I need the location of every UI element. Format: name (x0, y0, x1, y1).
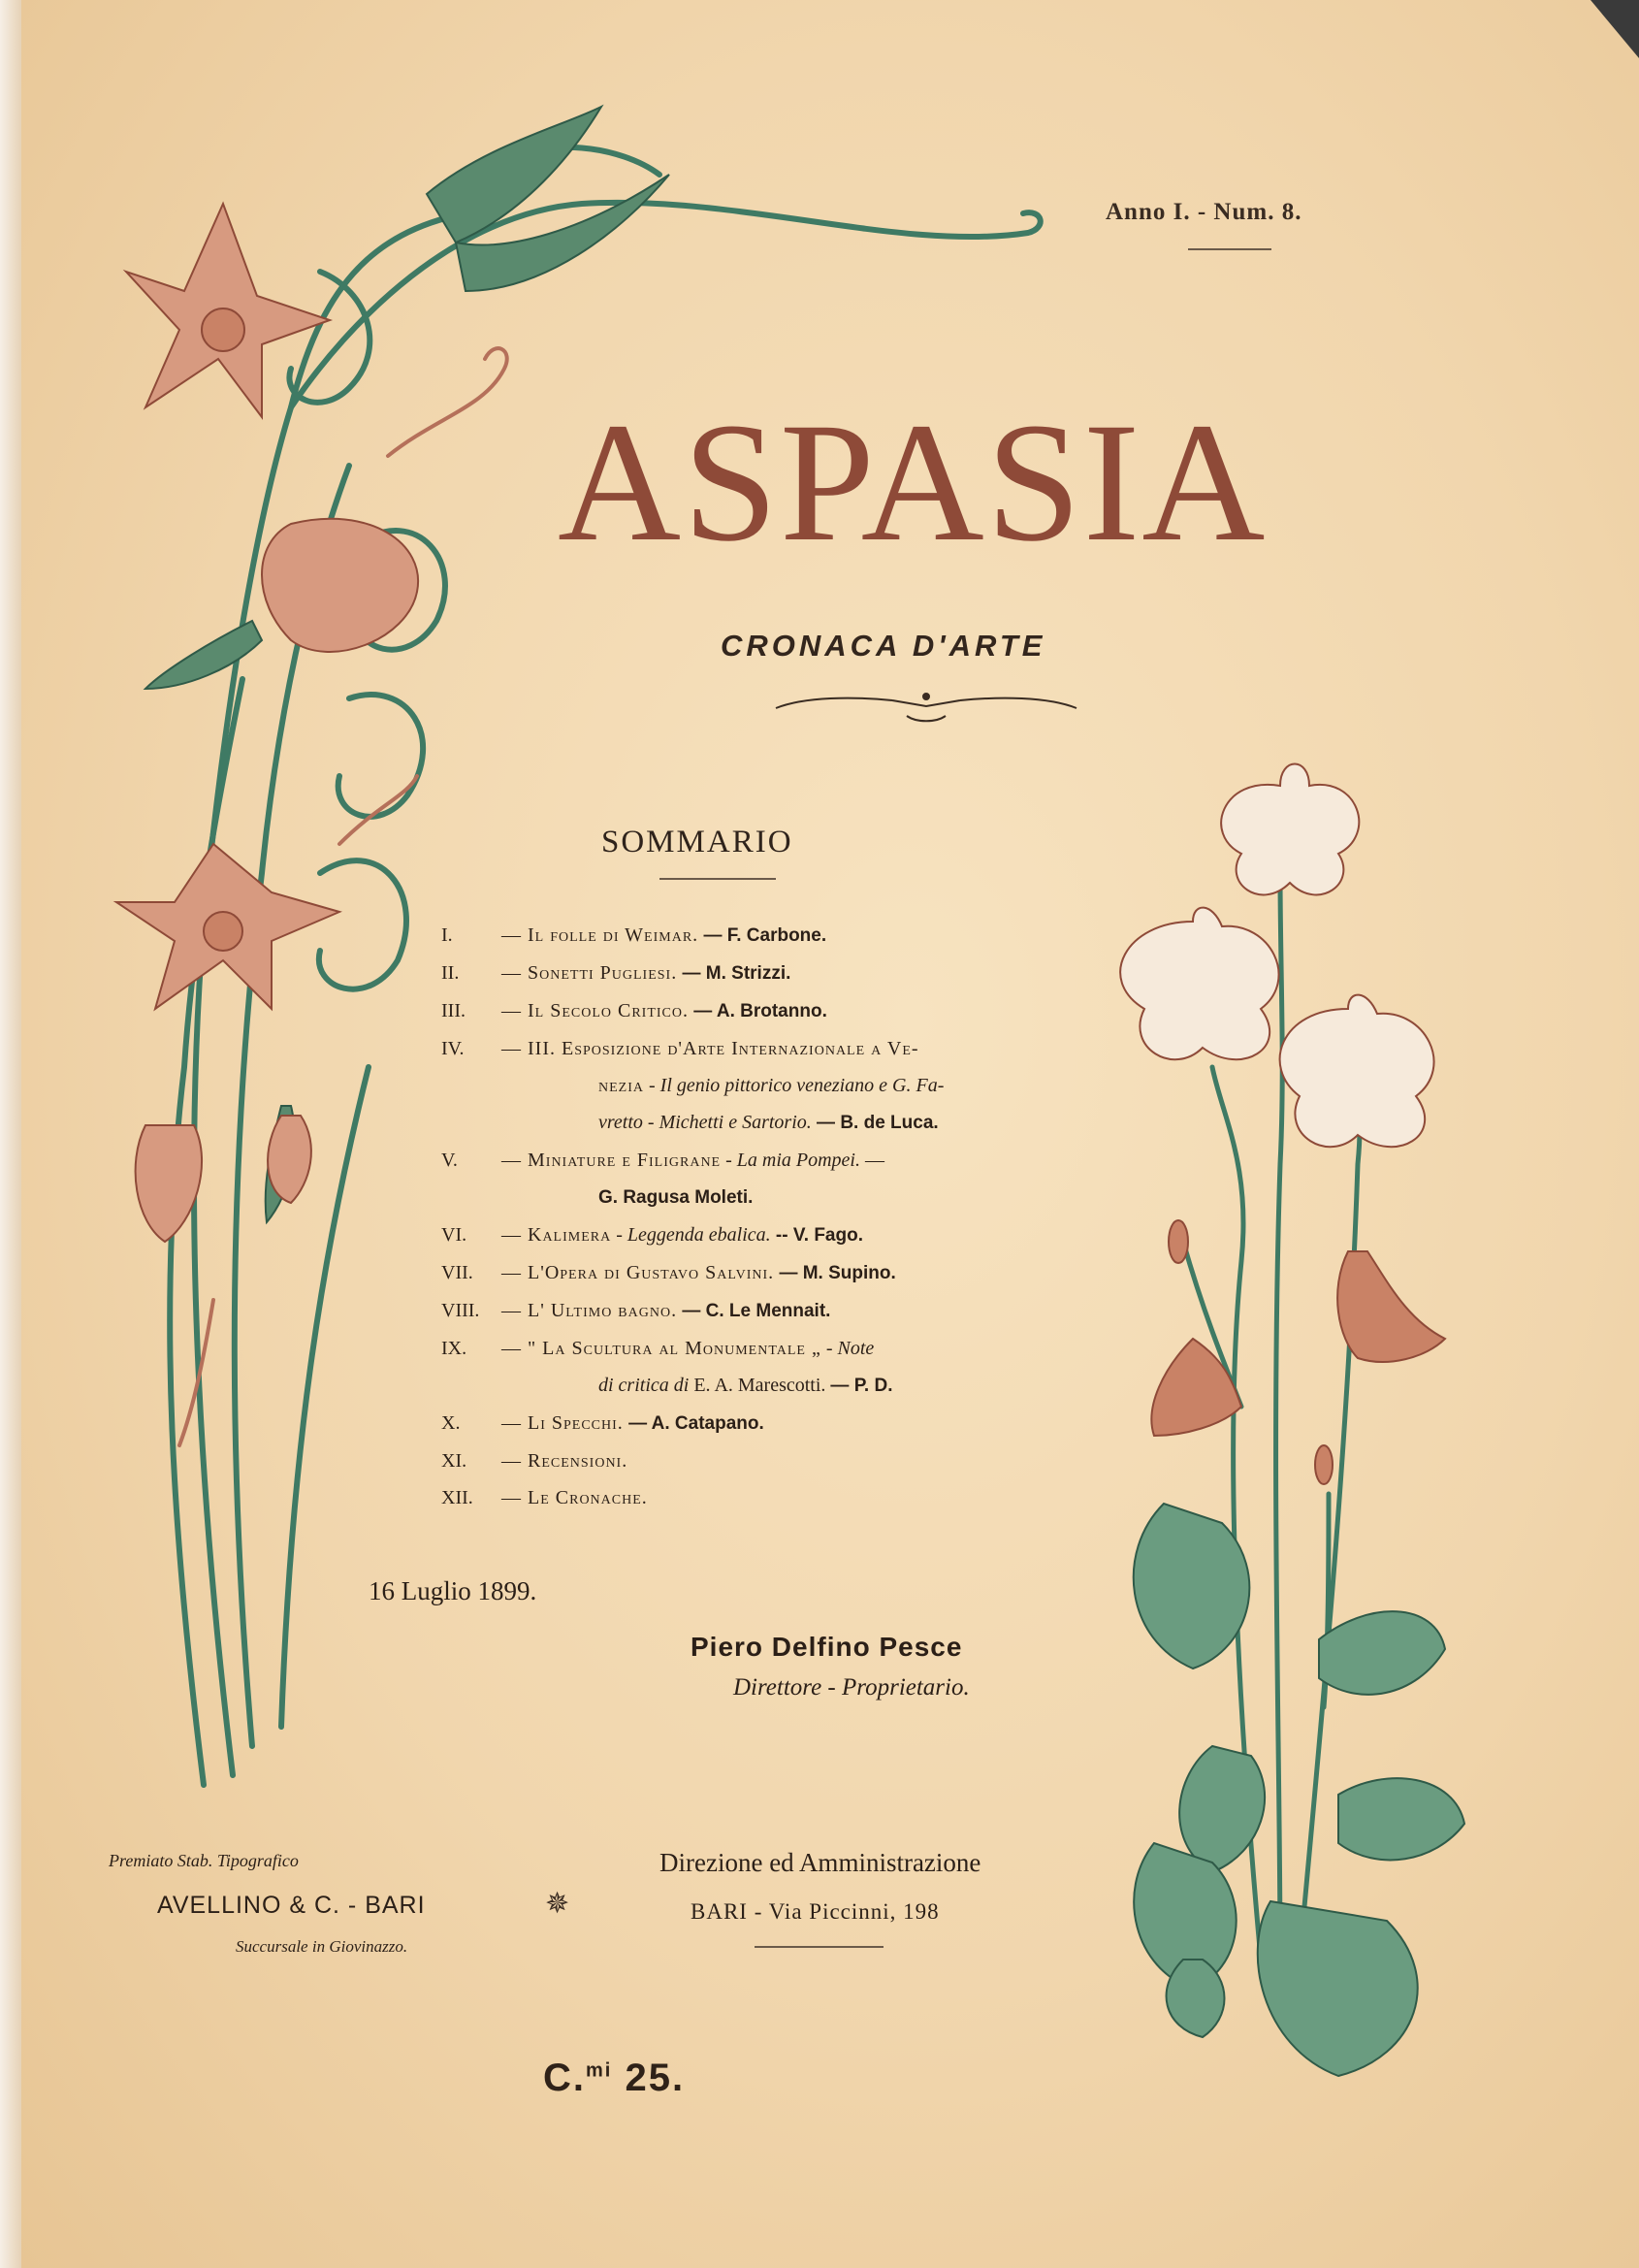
printer-branch: Succursale in Giovinazzo. (236, 1937, 408, 1956)
toc-row (441, 1216, 1043, 1254)
toc-entry (501, 1216, 1043, 1254)
toc-entry-part: - Il genio pittorico veneziano e G. Fa- (644, 1075, 945, 1096)
toc-entry (501, 955, 1043, 992)
toc-entry-part: G. Ragusa Moleti. (598, 1187, 754, 1208)
magazine-subtitle: CRONACA D'ARTE (721, 629, 1046, 663)
toc-entry-part: — M. Strizzi. (677, 963, 791, 984)
toc-row (441, 955, 1043, 992)
toc-entry (501, 1479, 1043, 1516)
toc-entry-part: — (860, 1150, 884, 1171)
toc-number: VII. (441, 1262, 473, 1283)
toc-number: V. (441, 1150, 458, 1171)
toc-entry-part: — Le Cronache. (501, 1487, 648, 1508)
toc-entry-part: — L' Ultimo bagno. (501, 1300, 678, 1321)
toc-row (441, 1405, 1043, 1442)
toc-row (441, 1479, 1043, 1516)
toc-entry (501, 917, 1043, 955)
administration-address: BARI - Via Piccinni, 198 (691, 1899, 940, 1924)
toc-number (441, 1179, 501, 1216)
toc-entry-part: — Sonetti Pugliesi. (501, 962, 678, 984)
toc-row (441, 1254, 1043, 1292)
toc-entry-part: — Il Secolo Critico. (501, 1000, 689, 1021)
toc-entry (501, 1442, 1043, 1479)
printer-label: Premiato Stab. Tipografico (109, 1851, 299, 1870)
toc-row (441, 917, 1043, 955)
toc-entry-part: — Recensioni. (501, 1450, 628, 1472)
toc-entry-part: di critica di (598, 1375, 690, 1396)
price-value: 25. (612, 2057, 686, 2099)
toc-number: IX. (441, 1338, 467, 1359)
price-prefix: C. (543, 2057, 586, 2099)
table-of-contents (441, 917, 1043, 1516)
contents-rule (659, 878, 776, 880)
toc-entry-part: — B. de Luca. (811, 1113, 939, 1133)
toc-row (441, 1142, 1043, 1179)
toc-entry-part: — A. Catapano. (623, 1413, 764, 1434)
toc-number: I. (441, 924, 453, 946)
toc-entry-part: — Miniature e Filigrane (501, 1150, 722, 1171)
toc-entry (501, 992, 1043, 1030)
issue-number: Anno I. - Num. 8. (1106, 199, 1302, 225)
toc-entry-part: — P. D. (830, 1376, 893, 1396)
toc-entry-part: — Il folle di Weimar. (501, 924, 699, 946)
toc-entry-part: -- V. Fago. (770, 1225, 863, 1246)
toc-entry (501, 1179, 1043, 1216)
toc-number: X. (441, 1412, 461, 1434)
toc-entry (501, 1367, 1043, 1405)
magazine-title: ASPASIA (558, 388, 1268, 577)
toc-number: III. (441, 1000, 466, 1021)
issue-rule (1188, 248, 1271, 250)
toc-row (441, 1292, 1043, 1330)
lily-flowers-left (116, 204, 418, 1242)
title-flourish (776, 694, 1077, 721)
toc-entry-part: — " La Scultura al Monumentale „ (501, 1338, 821, 1359)
toc-row (441, 1030, 1043, 1067)
toc-entry-part: — A. Brotanno. (689, 1001, 827, 1021)
white-flowers-right (1120, 764, 1433, 1148)
administration-rule (755, 1946, 884, 1948)
toc-entry-part: - Note (820, 1338, 875, 1359)
price (543, 2057, 685, 2100)
toc-entry (501, 1254, 1043, 1292)
toc-number (441, 1104, 501, 1142)
toc-row (441, 1367, 1043, 1405)
toc-row (441, 1067, 1043, 1104)
toc-entry-part: - Leggenda ebalica. (611, 1224, 771, 1246)
toc-row (441, 992, 1043, 1030)
bellflowers-right (1151, 1220, 1445, 1484)
toc-entry-part: — III. Esposizione d'Arte Internazionale a Ve- (501, 1038, 919, 1059)
issue-date: 16 Luglio 1899. (369, 1576, 537, 1605)
printer-name: AVELLINO & C. - BARI (157, 1892, 426, 1919)
toc-entry-part: — C. Le Mennait. (677, 1301, 831, 1321)
toc-number: VIII. (441, 1300, 480, 1321)
toc-row (441, 1442, 1043, 1479)
toc-row (441, 1179, 1043, 1216)
toc-entry (501, 1330, 1043, 1367)
director-name: Piero Delfino Pesce (691, 1632, 963, 1662)
leaves-right (1134, 1504, 1464, 2076)
toc-number: XII. (441, 1487, 473, 1508)
toc-entry-part: E. A. Marescotti. (689, 1375, 831, 1396)
toc-entry-part: — Li Specchi. (501, 1412, 624, 1434)
administration-heading: Direzione ed Amministrazione (659, 1848, 981, 1877)
toc-entry (501, 1104, 1043, 1142)
toc-entry (501, 1030, 1043, 1067)
toc-number: IV. (441, 1038, 465, 1059)
toc-entry (501, 1292, 1043, 1330)
toc-entry-part: — M. Supino. (774, 1263, 896, 1283)
star-ornament-icon: ✵ (545, 1888, 570, 1920)
price-sup: mi (586, 2059, 613, 2082)
contents-heading: SOMMARIO (601, 825, 793, 859)
toc-number: II. (441, 962, 460, 984)
toc-number (441, 1067, 501, 1104)
toc-row (441, 1104, 1043, 1142)
toc-entry (501, 1067, 1043, 1104)
toc-number (441, 1367, 501, 1405)
toc-entry-part: vretto - Michetti e Sartorio. (598, 1112, 812, 1133)
toc-entry (501, 1405, 1043, 1442)
toc-entry-part: — L'Opera di Gustavo Salvini. (501, 1262, 775, 1283)
toc-entry-part: — F. Carbone. (698, 925, 827, 946)
toc-entry-part: nezia (598, 1075, 644, 1096)
toc-row (441, 1330, 1043, 1367)
toc-entry (501, 1142, 1043, 1179)
toc-entry-part: - La mia Pompei. (721, 1150, 860, 1171)
director-role: Direttore - Proprietario. (733, 1674, 970, 1701)
toc-number: VI. (441, 1224, 467, 1246)
toc-number: XI. (441, 1450, 467, 1472)
toc-entry-part: — Kalimera (501, 1224, 612, 1246)
